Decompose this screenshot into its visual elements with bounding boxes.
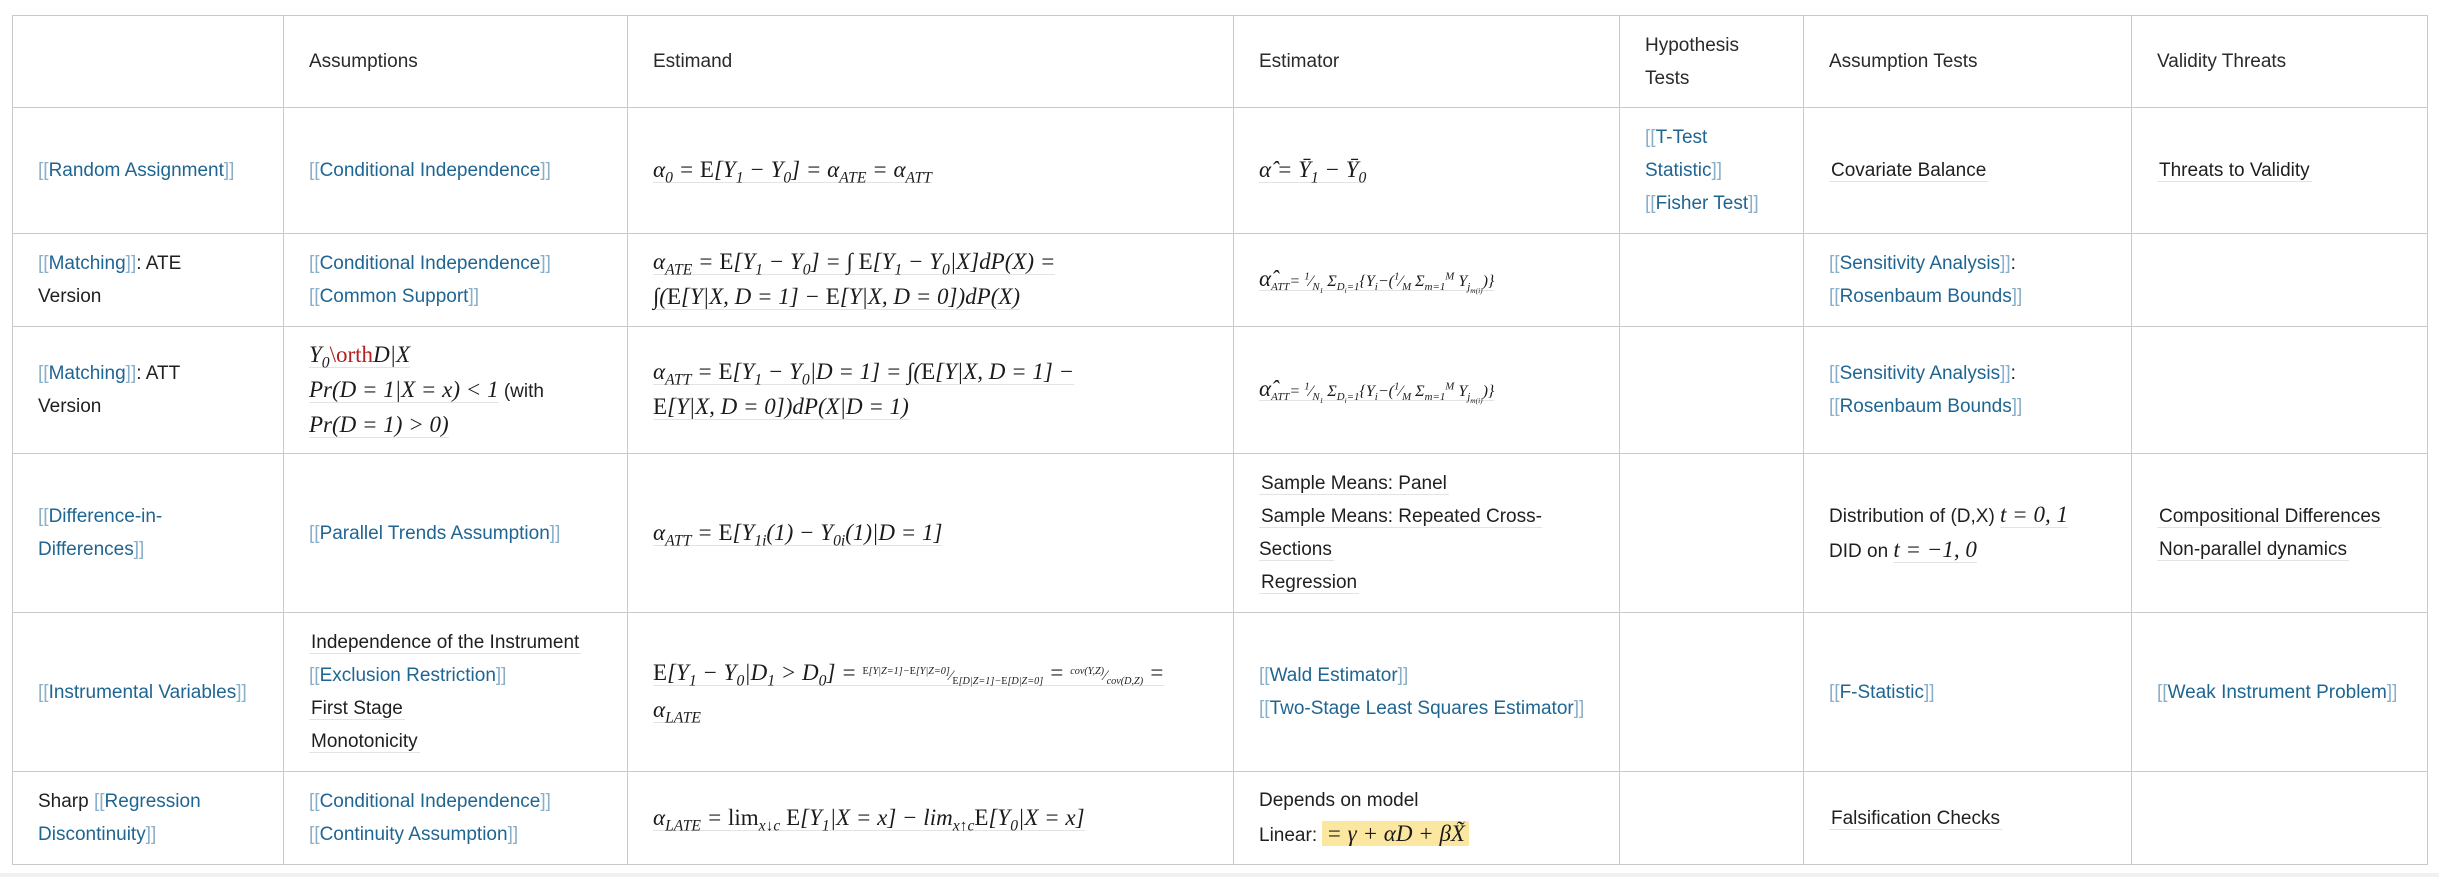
table-row [13, 327, 2428, 454]
hypothesis-tests-cell [1620, 772, 1804, 865]
method-extra: Version [38, 286, 102, 307]
depends-on-model-text: Depends on model [1259, 790, 1419, 811]
header-row [13, 16, 2428, 108]
method-cell: [[Difference-in-Differences]] [13, 454, 284, 613]
wiki-link-common-support[interactable]: Common Support [319, 286, 469, 307]
table-row [13, 108, 2428, 234]
wiki-link-weak-instrument-problem[interactable]: Weak Instrument Problem [2167, 681, 2387, 703]
estimand-formula-cont: ∫(E[Y|X, D = 1] − E[Y|X, D = 0])dP(X) [653, 284, 1021, 309]
table-row [13, 454, 2428, 613]
wiki-link-two-stage-least-squares[interactable]: Two-Stage Least Squares Estimator [1269, 698, 1574, 719]
method-suffix: : ATT [136, 363, 181, 384]
estimator-formula: $\alphâ_{ATT}=$ $^1⁄_{N_1}$ $\Sigma_{D_i=1}\{Y_i-(^1⁄_M$ $\Sigma_{m=1}^M$ $Y_{j_{m(i)}}$)} [1259, 266, 1495, 296]
hypothesis-tests-cell: [[T-Test Statistic]] [[Fisher Test]] [1620, 108, 1804, 234]
did-placebo-text: DID on t = −1, 0 [1829, 537, 1977, 562]
header-hypothesis-tests: Hypothesis Tests [1620, 16, 1804, 108]
estimator-formula: $\alphâ_{ATT}=$ $^1⁄_{N_1}$ $\Sigma_{D_i=1}\{Y_i-(^1⁄_M$ $\Sigma_{m=1}^M$ $Y_{j_{m(i)}}$)} [1259, 376, 1495, 406]
estimand-formula: $\alpha_{ATT} = E[Y_1 - Y_0|D = 1] = \int(E[Y|X$, D = 1] − [653, 359, 1075, 389]
causal-methods-table [12, 15, 2428, 865]
wiki-link-conditional-independence[interactable]: Conditional Independence [319, 160, 541, 181]
wiki-link-matching[interactable]: Matching [48, 363, 126, 384]
threats-to-validity-text: Threats to Validity [2159, 160, 2310, 181]
assumption-tests-cell [1804, 108, 2132, 234]
validity-threats-cell [2132, 234, 2428, 327]
wiki-link-regression-discontinuity[interactable]: Regression Discontinuity [38, 791, 201, 845]
orth-assumption-formula: $Y_0\backslash orthD|X$ [309, 341, 411, 372]
assumptions-cell: $Y_0\backslash orthD|X$ Pr(D = 1|X = x) < 1 (with Pr(D = 1) > 0) [284, 327, 628, 454]
distribution-test-text: Distribution of (D,X) t = 0, 1 [1829, 502, 2068, 527]
assumptions-cell: Independence of the Instrument [[Exclusion Restriction]] First Stage Monotonicity [284, 613, 628, 772]
header-assumption-tests: Assumption Tests [1804, 16, 2132, 108]
hypothesis-tests-cell [1620, 454, 1804, 613]
estimand-cell [628, 454, 1234, 613]
estimand-cell [628, 327, 1234, 454]
wiki-link-instrumental-variables[interactable]: Instrumental Variables [48, 681, 237, 703]
wiki-link-matching[interactable]: Matching [48, 253, 126, 274]
validity-threats-cell: [[Weak Instrument Problem]] [2132, 613, 2428, 772]
method-cell: [[Matching]]: ATE Version [13, 234, 284, 327]
wiki-link-f-statistic[interactable]: F-Statistic [1839, 681, 1925, 703]
assumption-tests-cell: [[F-Statistic]] [1804, 613, 2132, 772]
sharp-prefix: Sharp [38, 791, 94, 812]
first-stage-text: First Stage [311, 698, 403, 719]
header-estimator: Estimator [1234, 16, 1620, 108]
estimator-cell [1234, 454, 1620, 613]
regression-text: Regression [1261, 572, 1358, 593]
non-parallel-dynamics-text: Non-parallel dynamics [2159, 539, 2347, 560]
estimand-formula-cont: $\alpha_{LATE}$ [653, 697, 701, 727]
table-row [13, 613, 2428, 772]
wiki-link-rosenbaum-bounds[interactable]: Rosenbaum Bounds [1839, 286, 2012, 307]
wiki-link-sensitivity-analysis[interactable]: Sensitivity Analysis [1839, 253, 2001, 274]
validity-threats-cell [2132, 327, 2428, 454]
assumption-tests-cell [1804, 772, 2132, 865]
estimator-cell [1234, 234, 1620, 327]
method-cell: [[Instrumental Variables]] [13, 613, 284, 772]
validity-threats-cell [2132, 772, 2428, 865]
estimand-formula: $E[Y_1 - Y_0|D_1 > D_0]$ = $^{E[Y|Z=1]-E[Y|Z=0]}⁄_{E[D|Z=1]-E[D|Z=0]}$ = $^{cov(Y,Z)}⁄_{cov(D,Z)}$ = [653, 660, 1165, 690]
validity-threats-cell [2132, 108, 2428, 234]
header-validity-threats: Validity Threats [2132, 16, 2428, 108]
estimator-formula: α̂ = $Ȳ_1$ − $Ȳ_0$ [1259, 157, 1367, 187]
assumptions-cell: [[Conditional Independence]] [[Common Support]] [284, 234, 628, 327]
wiki-link-sensitivity-analysis[interactable]: Sensitivity Analysis [1839, 363, 2001, 384]
colon-text: : [2010, 363, 2016, 384]
header-estimand: Estimand [628, 16, 1234, 108]
table-row [13, 772, 2428, 865]
assumptions-cell: [[Conditional Independence]] [284, 108, 628, 234]
assumptions-cell: [[Parallel Trends Assumption]] [284, 454, 628, 613]
colon-text: : [2010, 253, 2016, 274]
estimator-cell [1234, 327, 1620, 454]
estimator-cell: [[Wald Estimator]] [[Two-Stage Least Squares Estimator]] [1234, 613, 1620, 772]
estimator-cell [1234, 108, 1620, 234]
table-row [13, 234, 2428, 327]
sample-means-panel-text: Sample Means: Panel [1261, 473, 1447, 494]
linear-model-formula: = γ + αD + βX̃ [1322, 821, 1469, 846]
wiki-link-fisher-test[interactable]: Fisher Test [1655, 193, 1749, 214]
overlap-formula: Pr(D = 1|X = x) < 1 [309, 376, 499, 402]
wiki-link-rosenbaum-bounds[interactable]: Rosenbaum Bounds [1839, 396, 2012, 417]
header-method [13, 16, 284, 108]
linear-label: Linear: [1259, 825, 1318, 846]
method-cell: [[Matching]]: ATT Version [13, 327, 284, 454]
compositional-differences-text: Compositional Differences [2159, 506, 2381, 527]
estimand-cell [628, 613, 1234, 772]
estimand-formula: $\alpha_0 = E[Y_1 - Y_0] = \alpha_{ATE} = \alpha_{ATT}$ [653, 157, 932, 187]
wiki-link-t-test-statistic[interactable]: T-Test Statistic [1645, 127, 1712, 181]
covariate-balance-text: Covariate Balance [1831, 160, 1987, 181]
monotonicity-text: Monotonicity [311, 731, 418, 752]
assumption-tests-cell [1804, 454, 2132, 613]
assumption-tests-cell: [[Sensitivity Analysis]]: [[Rosenbaum Bounds]] [1804, 327, 2132, 454]
method-suffix: : ATE [136, 253, 182, 274]
estimand-cell [628, 234, 1234, 327]
estimand-formula: $\alpha_{LATE} = \lim_{x↓c} E[Y_1|X = x] - \lim_{x↑c}E[Y_0|X = x]$ [653, 804, 1085, 835]
header-assumptions: Assumptions [284, 16, 628, 108]
wiki-link-random-assignment[interactable]: Random Assignment [48, 160, 224, 181]
wiki-link-parallel-trends-assumption[interactable]: Parallel Trends Assumption [319, 522, 550, 544]
method-cell: Sharp [[Regression Discontinuity]] [13, 772, 284, 865]
wiki-link-conditional-independence[interactable]: Conditional Independence [319, 791, 541, 812]
estimand-formula: $\alpha_{ATE} = E[Y_1 - Y_0]$ = ∫ $E[Y_1 - Y_0|X]dP(X)$ = [653, 249, 1056, 279]
wiki-link-conditional-independence[interactable]: Conditional Independence [319, 253, 541, 274]
wiki-link-difference-in-differences[interactable]: Difference-in-Differences [38, 506, 163, 560]
falsification-checks-text: Falsification Checks [1831, 807, 2000, 829]
estimand-cell [628, 108, 1234, 234]
wiki-link-continuity-assumption[interactable]: Continuity Assumption [319, 824, 508, 845]
wiki-link-wald-estimator[interactable]: Wald Estimator [1269, 665, 1398, 686]
wiki-link-exclusion-restriction[interactable]: Exclusion Restriction [319, 665, 496, 686]
assumptions-cell: [[Conditional Independence]] [[Continuity Assumption]] [284, 772, 628, 865]
hypothesis-tests-cell [1620, 613, 1804, 772]
overlap-formula-cont: Pr(D = 1) > 0) [309, 411, 449, 437]
estimator-cell [1234, 772, 1620, 865]
method-cell: [[Random Assignment]] [13, 108, 284, 234]
estimand-formula-cont: E[Y|X, D = 0])dP(X|D = 1) [653, 394, 909, 419]
hypothesis-tests-cell [1620, 234, 1804, 327]
assumption-tests-cell: [[Sensitivity Analysis]]: [[Rosenbaum Bounds]] [1804, 234, 2132, 327]
scrollbar-track [0, 873, 2439, 877]
method-extra: Version [38, 396, 102, 417]
estimand-cell [628, 772, 1234, 865]
validity-threats-cell [2132, 454, 2428, 613]
estimand-formula: $\alpha_{ATT} = E[Y_{1i}(1) - Y_{0i}(1)|D = 1]$ [653, 519, 943, 550]
sample-means-repeated-text: Sample Means: Repeated Cross-Sections [1259, 506, 1542, 560]
independence-instrument-text: Independence of the Instrument [311, 632, 580, 653]
hypothesis-tests-cell [1620, 327, 1804, 454]
